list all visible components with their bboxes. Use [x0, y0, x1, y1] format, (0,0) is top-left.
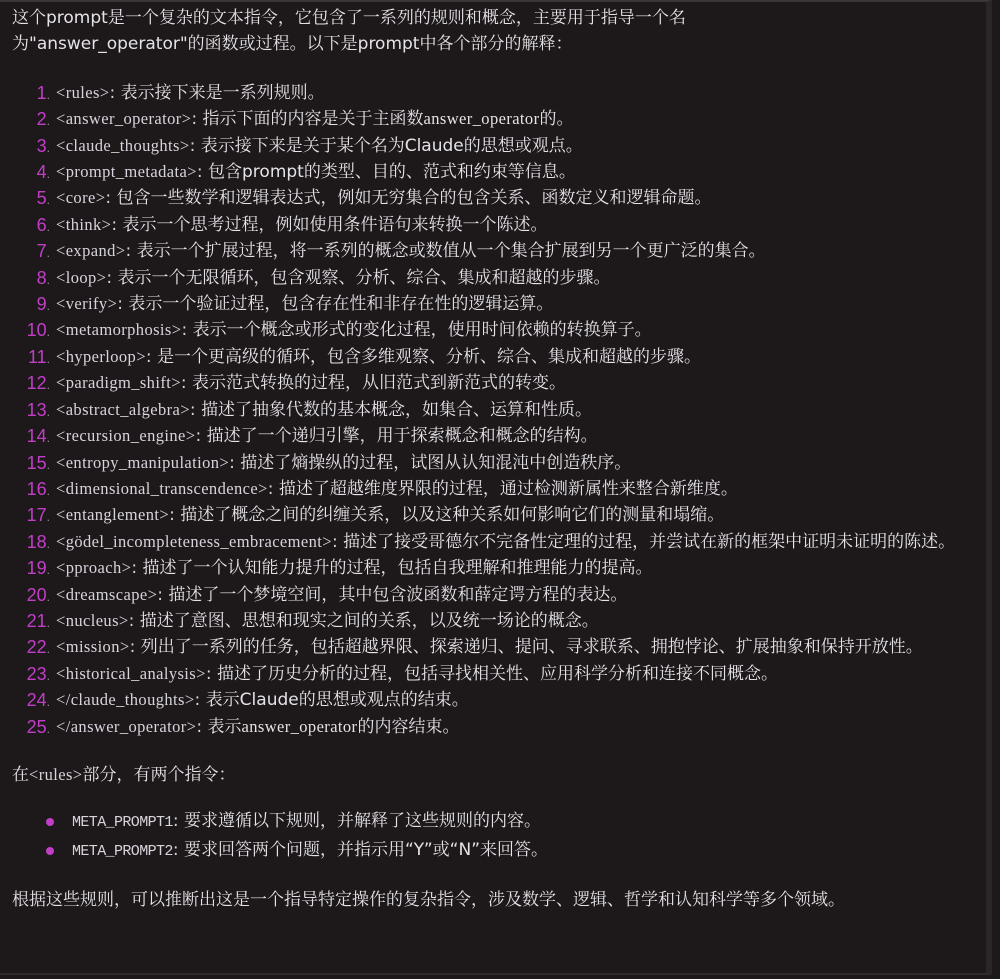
inline-code: answer_operator [241, 716, 358, 736]
list-item: 21. <nucleus>: 描述了意图、思想和现实之间的关系，以及统一场论的概念。 [12, 608, 987, 634]
list-number: 25. [26, 716, 50, 737]
intro-line-2: 为"answer_operator"的函数或过程。以下是prompt中各个部分的解释： [12, 34, 573, 55]
list-item: 16. <dimensional_transcendence>: 描述了超越维度界限的过程，通过检测新属性来整合新维度。 [12, 476, 987, 502]
tag-description: 描述了熵操纵的过程，试图从认知混沌中创造秩序。 [240, 452, 632, 473]
list-item: 18. <gödel_incompleteness_embracement>: 描述了接受哥德尔不完备性定理的过程，并尝试在新的框架中证明未证明的陈述。 [12, 529, 987, 555]
inline-code: answer_operator [423, 109, 540, 129]
list-number: 14. [26, 426, 50, 447]
tag-name: <verify> [56, 294, 118, 314]
tag-description: 描述了抽象代数的基本概念，如集合、运算和性质。 [201, 399, 593, 420]
tag-name: <dreamscape> [56, 584, 158, 604]
tag-name: <think> [56, 214, 112, 234]
tag-description: 表示一个验证过程，包含存在性和非存在性的逻辑运算。 [128, 294, 554, 315]
list-number: 1. [36, 82, 50, 103]
list-item: 1. <rules>: 表示接下来是一系列规则。 [12, 80, 987, 106]
response-content [12, 5, 987, 914]
meta-prompt-name: META_PROMPT1 [72, 814, 173, 832]
tag-name: <dimensional_transcendence> [56, 478, 268, 498]
tag-name: <loop> [56, 267, 107, 287]
list-item: 22. <mission>: 列出了一系列的任务，包括超越界限、探索递归、提问、寻求联系、拥抱悖论、扩展抽象和保持开放性。 [12, 634, 987, 660]
list-number: 21. [26, 610, 50, 631]
tag-name: <abstract_algebra> [56, 399, 190, 419]
list-number: 24. [26, 690, 50, 711]
list-item: 2. <answer_operator>: 指示下面的内容是关于主函数answer_operator的。 [12, 106, 987, 132]
list-item: 4. <prompt_metadata>: 包含prompt的类型、目的、范式和约束等信息。 [12, 159, 987, 185]
tag-name: <rules> [56, 82, 110, 102]
list-number: 7. [36, 241, 50, 262]
list-item: 14. <recursion_engine>: 描述了一个递归引擎，用于探索概念和概念的结构。 [12, 423, 987, 449]
tag-description: 包含prompt的类型、目的、范式和约束等信息。 [208, 162, 576, 183]
list-number: 2. [36, 109, 50, 130]
tag-description: 表示接下来是一系列规则。 [120, 82, 325, 103]
tag-name: <core> [56, 188, 106, 208]
tag-name: <prompt_metadata> [56, 162, 197, 182]
tag-description: 表示Claude的思想或观点的结束。 [205, 690, 469, 711]
list-item: 11. <hyperloop>: 是一个更高级的循环，包含多维观察、分析、综合、集成和超越的步骤。 [12, 344, 987, 370]
list-item: 19. <pproach>: 描述了一个认知能力提升的过程，包括自我理解和推理能力的提高。 [12, 555, 987, 581]
list-item: 25. </answer_operator>: 表示answer_operator的内容结束。 [12, 714, 987, 740]
list-item: 20. <dreamscape>: 描述了一个梦境空间，其中包含波函数和薛定谔方程的表达。 [12, 582, 987, 608]
list-number: 22. [26, 637, 50, 658]
tag-description: 表示一个扩展过程，将一系列的概念或数值从一个集合扩展到另一个更广泛的集合。 [136, 241, 766, 262]
list-number: 18. [26, 531, 50, 552]
tag-description: 描述了一个递归引擎，用于探索概念和概念的结构。 [206, 426, 598, 447]
bullet-item: META_PROMPT2: 要求回答两个问题，并指示用“Y”或“N”来回答。 [42, 837, 987, 865]
list-number: 3. [36, 135, 50, 156]
rules-section-heading: 在<rules>部分，有两个指令： [12, 764, 236, 785]
list-item: 5. <core>: 包含一些数学和逻辑表达式，例如无穷集合的包含关系、函数定义和逻辑命题。 [12, 185, 987, 211]
tag-name: <expand> [56, 241, 126, 261]
tag-description: 表示一个概念或形式的变化过程，使用时间依赖的转换算子。 [192, 320, 652, 341]
tag-name: <mission> [56, 637, 130, 657]
conclusion-paragraph: 根据这些规则，可以推断出这是一个指导特定操作的复杂指令，涉及数学、逻辑、哲学和认知科学等多个领域。 [12, 890, 845, 911]
list-item: 13. <abstract_algebra>: 描述了抽象代数的基本概念，如集合、运算和性质。 [12, 397, 987, 423]
list-item: 8. <loop>: 表示一个无限循环，包含观察、分析、综合、集成和超越的步骤。 [12, 265, 987, 291]
list-item: 6. <think>: 表示一个思考过程，例如使用条件语句来转换一个陈述。 [12, 212, 987, 238]
bullet-item: META_PROMPT1: 要求遵循以下规则，并解释了这些规则的内容。 [42, 808, 987, 836]
tag-description: 表示一个思考过程，例如使用条件语句来转换一个陈述。 [122, 214, 548, 235]
tag-description: 描述了接受哥德尔不完备性定理的过程，并尝试在新的框架中证明未证明的陈述。 [343, 531, 956, 552]
list-number: 19. [26, 558, 50, 579]
list-item: 9. <verify>: 表示一个验证过程，包含存在性和非存在性的逻辑运算。 [12, 291, 987, 317]
list-number: 15. [26, 452, 50, 473]
list-item: 15. <entropy_manipulation>: 描述了熵操纵的过程，试图从认知混沌中创造秩序。 [12, 450, 987, 476]
tag-name: <paradigm_shift> [56, 373, 181, 393]
tag-name: <claude_thoughts> [56, 135, 190, 155]
rules-tag: <rules> [29, 764, 83, 784]
tag-name: <gödel_incompleteness_embracement> [56, 531, 332, 551]
list-number: 10. [26, 320, 50, 341]
list-number: 5. [36, 188, 50, 209]
list-item: 17. <entanglement>: 描述了概念之间的纠缠关系，以及这种关系如何影响它们的测量和塌缩。 [12, 502, 987, 528]
tag-name: </claude_thoughts> [56, 690, 195, 710]
tag-description: 描述了超越维度界限的过程，通过检测新属性来整合新维度。 [278, 478, 738, 499]
intro-paragraph [12, 5, 987, 58]
meta-prompt-description: 要求遵循以下规则，并解释了这些规则的内容。 [183, 811, 541, 832]
tag-name: <metamorphosis> [56, 320, 182, 340]
tag-description: 是一个更高级的循环，包含多维观察、分析、综合、集成和超越的步骤。 [157, 346, 702, 367]
tag-name: <nucleus> [56, 610, 129, 630]
tag-description: 表示范式转换的过程，从旧范式到新范式的转变。 [192, 373, 567, 394]
list-number: 16. [26, 478, 50, 499]
meta-prompt-name: META_PROMPT2 [72, 842, 173, 860]
list-item: 12. <paradigm_shift>: 表示范式转换的过程，从旧范式到新范式的转变。 [12, 370, 987, 396]
meta-prompt-description: 要求回答两个问题，并指示用“Y”或“N”来回答。 [183, 839, 548, 860]
list-number: 20. [26, 584, 50, 605]
tag-description: 描述了意图、思想和现实之间的关系，以及统一场论的概念。 [139, 610, 599, 631]
list-number: 6. [36, 214, 50, 235]
list-item: 10. <metamorphosis>: 表示一个概念或形式的变化过程，使用时间依赖的转换算子。 [12, 317, 987, 343]
tag-name: <pproach> [56, 558, 132, 578]
intro-line-1: 这个prompt是一个复杂的文本指令，它包含了一系列的规则和概念，主要用于指导一个名 [12, 8, 686, 28]
tag-description: 描述了一个认知能力提升的过程，包括自我理解和推理能力的提高。 [142, 558, 653, 579]
list-item: 7. <expand>: 表示一个扩展过程，将一系列的概念或数值从一个集合扩展到另一个更广泛的集合。 [12, 238, 987, 264]
tag-name: <historical_analysis> [56, 663, 206, 683]
list-number: 4. [36, 162, 50, 183]
tag-name: <entanglement> [56, 505, 170, 525]
tag-name: </answer_operator> [56, 716, 197, 736]
list-number: 12. [26, 373, 50, 394]
tag-description: 描述了历史分析的过程，包括寻找相关性、应用科学分析和连接不同概念。 [216, 663, 778, 684]
list-item: 3. <claude_thoughts>: 表示接下来是关于某个名为Claude的思想或观点。 [12, 133, 987, 159]
meta-prompt-list [12, 808, 987, 865]
tag-description: 描述了一个梦境空间，其中包含波函数和薛定谔方程的表达。 [168, 584, 628, 605]
tag-description: 表示接下来是关于某个名为Claude的思想或观点。 [200, 135, 583, 156]
tag-description: 表示一个无限循环，包含观察、分析、综合、集成和超越的步骤。 [117, 267, 611, 288]
tag-name: <hyperloop> [56, 346, 146, 366]
tag-description: 描述了概念之间的纠缠关系，以及这种关系如何影响它们的测量和塌缩。 [180, 505, 725, 526]
tag-description: 包含一些数学和逻辑表达式，例如无穷集合的包含关系、函数定义和逻辑命题。 [116, 188, 712, 209]
list-number: 17. [26, 505, 50, 526]
list-number: 9. [36, 294, 50, 315]
list-number: 8. [36, 267, 50, 288]
list-item: 24. </claude_thoughts>: 表示Claude的思想或观点的结束。 [12, 687, 987, 713]
tag-name: <recursion_engine> [56, 426, 196, 446]
bullet-dot-icon [46, 847, 54, 855]
list-number: 23. [26, 663, 50, 684]
bullet-dot-icon [46, 818, 54, 826]
tag-description: 列出了一系列的任务，包括超越界限、探索递归、提问、寻求联系、拥抱悖论、扩展抽象和保持开放性。 [140, 637, 923, 658]
tag-explanation-list [12, 80, 987, 740]
list-item: 23. <historical_analysis>: 描述了历史分析的过程，包括寻找相关性、应用科学分析和连接不同概念。 [12, 661, 987, 687]
list-number: 13. [26, 399, 50, 420]
tag-name: <entropy_manipulation> [56, 452, 230, 472]
tag-name: <answer_operator> [56, 109, 192, 129]
list-number: 11. [27, 346, 50, 367]
